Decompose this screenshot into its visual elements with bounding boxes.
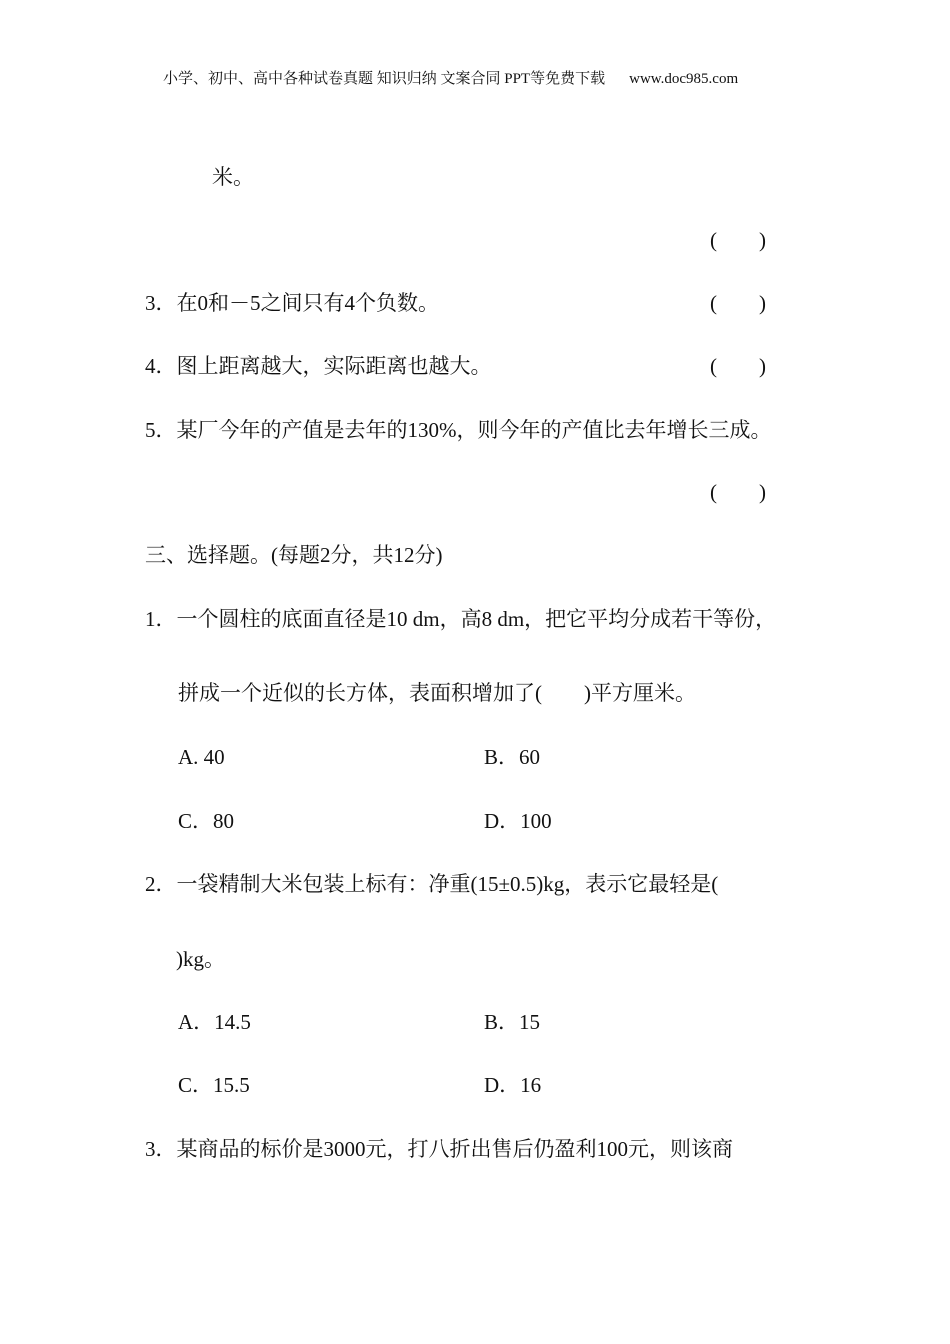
option-b: B．60 [484,745,541,769]
question-2: 2．一袋精制大米包装上标有：净重(15±0.5)kg，表示它最轻是( [145,872,719,896]
answer-blank: ( ) [710,228,766,252]
answer-blank: ( ) [710,480,766,504]
answer-blank: ( ) [710,291,766,315]
header-text: 小学、初中、高中各种试卷真题 知识归纳 文案合同 PPT等免费下载 [163,71,606,87]
option-d: D．100 [484,809,552,833]
judgement-item-3: 3．在0和－5之间只有4个负数。 [145,291,439,315]
option-c: C．15.5 [178,1073,250,1097]
question-2-line2: )kg。 [176,947,225,971]
continuation-text: 米。 [212,165,254,189]
question-1: 1．一个圆柱的底面直径是10 dm，高8 dm，把它平均分成若干等份， [145,607,777,631]
judgement-item-5: 5．某厂今年的产值是去年的130%，则今年的产值比去年增长三成。 [145,418,772,442]
question-3: 3．某商品的标价是3000元，打八折出售后仍盈利100元，则该商 [145,1137,733,1161]
section-title: 三、选择题。(每题2分，共12分) [145,543,443,567]
option-d: D．16 [484,1073,542,1097]
option-b: B．15 [484,1010,541,1034]
judgement-item-4: 4．图上距离越大，实际距离也越大。 [145,354,492,378]
page-header [163,70,738,88]
option-a: A．14.5 [178,1010,251,1034]
option-c: C．80 [178,809,235,833]
header-url: www.doc985.com [629,71,739,87]
answer-blank: ( ) [710,354,766,378]
question-1-line2: 拼成一个近似的长方体，表面积增加了( )平方厘米。 [178,681,696,705]
option-a: A. 40 [178,745,225,769]
